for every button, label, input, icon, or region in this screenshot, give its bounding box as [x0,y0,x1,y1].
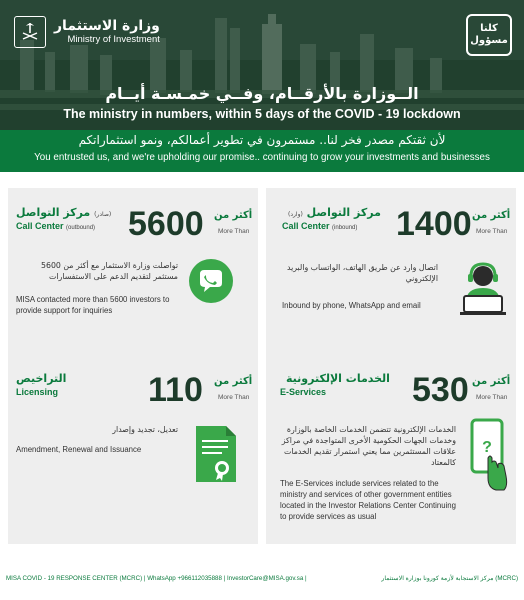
footer [0,568,524,588]
ministry-logo [14,16,160,48]
card-number: 1400 [396,205,472,243]
more-than-en: More Than [218,394,250,401]
more-than-ar: أكثر من [472,376,511,387]
card-title-en: Licensing [16,387,59,397]
card-description-ar: تواصلت وزارة الاستثمار مع أكثر من 5600 مستثمر لتقديم الدعم على الاستفسارات [41,261,178,281]
tagline-ar: لأن ثقتكم مصدر فخر لنا.. مستمرون في تطوير أعمالكم، ونمو استثماراتكم [78,133,446,147]
ministry-name-ar: وزارة الاستثمار [54,18,160,34]
card-number: 5600 [128,205,204,243]
card-number: 530 [412,371,469,409]
headset-agent-icon [456,258,510,320]
card-description-en: The E-Services include services related to the ministry and services of other government entities located in the Investor Relations Center Continuing to provide services as usual [280,479,456,521]
hero-title-en: The ministry in numbers, within 5 days of the COVID - 19 lockdown [63,107,461,121]
svg-text:?: ? [482,439,492,456]
more-than-ar: أكثر من [472,210,511,221]
card-tag-ar: (صادر) [94,211,112,218]
card-title-ar: التراخيص [16,372,67,385]
hero-title-ar: الــوزارة بالأرقــام، وفــي خمـسـة أيــام [105,84,419,103]
card-tag-ar: (وارد) [288,211,303,218]
card-description-ar: اتصال وارد عن طريق الهاتف، الواتساب والبريد الإلكتروني [286,263,438,283]
more-than-en: More Than [476,228,508,235]
more-than-ar: أكثر من [214,210,253,221]
card-tag-en: (outbound) [66,225,96,231]
saudi-emblem-icon [14,16,46,48]
footer-contact-ar: (MCRC) مركز الاستجابة لأزمة كورونا بوزارة الاستثمار [381,574,518,582]
card-title-en: Call Center [16,221,64,231]
stats-grid [8,188,516,558]
stat-card-licensing [8,354,258,544]
hero-banner [0,0,524,130]
card-title-ar: مركز التواصل [16,206,91,219]
card-description-en: Inbound by phone, WhatsApp and email [282,301,421,310]
card-description-ar: تعديل، تجديد وإصدار [112,425,178,434]
card-title-ar: مركز التواصل [306,206,381,219]
tagline-band [0,130,524,172]
certificate-icon [192,424,238,488]
smartphone-touch-icon [468,418,508,498]
card-title-en: E-Services [280,387,327,397]
more-than-en: More Than [476,394,508,401]
card-description-en: MISA contacted more than 5600 investors to provide support for inquiries [16,295,170,315]
badge-line-2: مسؤول [470,35,508,46]
more-than-en: More Than [218,228,250,235]
card-number: 110 [148,371,203,409]
card-description-ar: الخدمات الإلكترونية تتضمن الخدمات الخاصة بالوزارة وخدمات الجهات الحكومية الأخرى المتواجدة في مراكز علاقات المستثمرين مما يعني استمرار تقديم الخدمات كالمعتاد [281,425,456,467]
card-title-en: Call Center [282,221,330,231]
card-tag-en: (inbound) [332,225,358,231]
ministry-name-en: Ministry of Investment [67,34,160,45]
stat-card-outbound-calls [8,188,258,366]
footer-contact-en: MISA COVID - 19 RESPONSE CENTER (MCRC) | WhatsApp +966112035888 | InvestorCare@MISA.gov.sa | [6,574,307,582]
badge-line-1: كلنا [480,23,498,34]
phone-chat-icon [186,256,236,310]
card-description-en: Amendment, Renewal and Issuance [16,445,142,454]
stat-card-eservices [266,354,516,544]
stat-card-inbound-calls [266,188,516,366]
campaign-badge [466,14,512,56]
tagline-en: You entrusted us, and we're upholding our promise.. continuing to grow your investments and businesses [34,152,490,163]
card-title-ar: الخدمات الإلكترونية [286,372,390,385]
more-than-ar: أكثر من [214,376,253,387]
